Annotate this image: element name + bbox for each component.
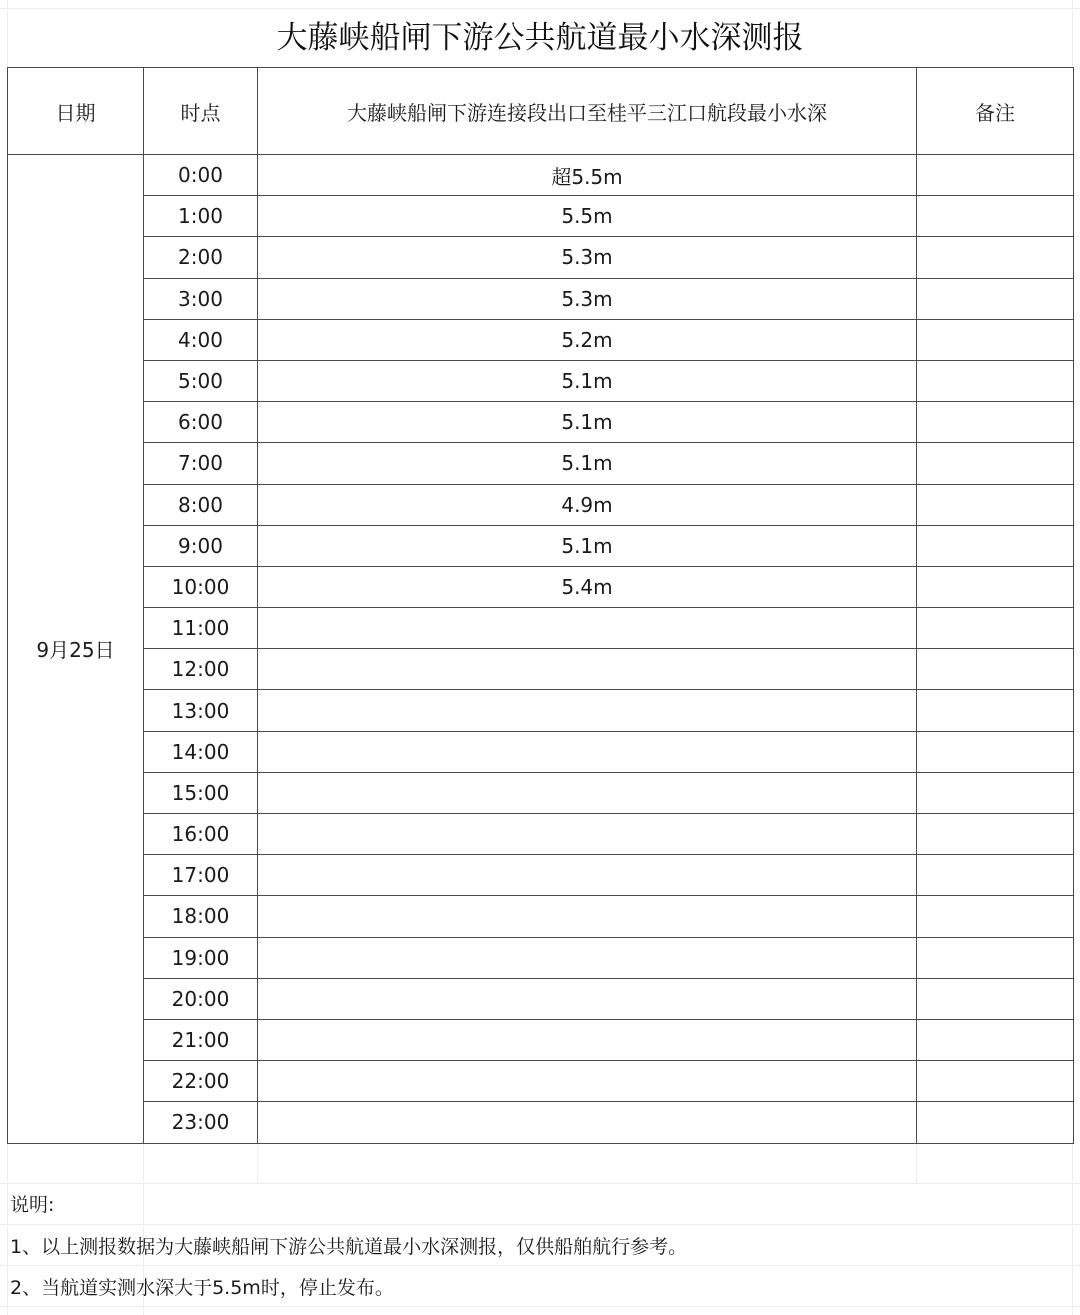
- note-cell: [917, 608, 1074, 649]
- header-note: 备注: [917, 68, 1074, 155]
- table-row: [8, 608, 1074, 649]
- time-cell: 1:00: [144, 196, 258, 237]
- table-row: [8, 896, 1074, 937]
- table-row: [8, 814, 1074, 855]
- time-cell: 20:00: [144, 978, 258, 1019]
- note-cell: [917, 978, 1074, 1019]
- depth-cell: [258, 978, 917, 1019]
- depth-cell: 5.4m: [258, 566, 917, 607]
- header-time: 时点: [144, 68, 258, 155]
- time-cell: 9:00: [144, 525, 258, 566]
- time-cell: 21:00: [144, 1019, 258, 1060]
- time-cell: 18:00: [144, 896, 258, 937]
- table-row: [8, 690, 1074, 731]
- notes-line-2: 2、当航道实测水深大于5.5m时，停止发布。: [10, 1277, 394, 1299]
- gridline: [0, 1306, 1080, 1307]
- notes-heading: 说明:: [10, 1194, 55, 1216]
- table-row: [8, 731, 1074, 772]
- gridline: [0, 1224, 1080, 1225]
- depth-cell: [258, 814, 917, 855]
- depth-cell: [258, 1061, 917, 1102]
- table-row: [8, 319, 1074, 360]
- gridline: [1072, 1142, 1073, 1315]
- depth-cell: 5.3m: [258, 237, 917, 278]
- time-cell: 15:00: [144, 772, 258, 813]
- table-row: [8, 855, 1074, 896]
- time-cell: 19:00: [144, 937, 258, 978]
- note-cell: [917, 1102, 1074, 1143]
- note-cell: [917, 649, 1074, 690]
- gridline: [257, 1142, 258, 1184]
- depth-cell: [258, 1102, 917, 1143]
- depth-cell: 5.1m: [258, 525, 917, 566]
- time-cell: 10:00: [144, 566, 258, 607]
- depth-cell: [258, 690, 917, 731]
- depth-cell: [258, 1019, 917, 1060]
- depth-cell: 超5.5m: [258, 155, 917, 196]
- table-row: [8, 155, 1074, 196]
- note-cell: [917, 360, 1074, 401]
- time-cell: 2:00: [144, 237, 258, 278]
- gridline: [916, 1142, 917, 1184]
- depth-cell: 5.3m: [258, 278, 917, 319]
- table-row: [8, 1102, 1074, 1143]
- time-cell: 22:00: [144, 1061, 258, 1102]
- table-row: [8, 772, 1074, 813]
- header-depth: 大藤峡船闸下游连接段出口至桂平三江口航段最小水深: [258, 68, 917, 155]
- table-row: [8, 360, 1074, 401]
- table-row: [8, 566, 1074, 607]
- time-cell: 17:00: [144, 855, 258, 896]
- note-cell: [917, 690, 1074, 731]
- note-cell: [917, 896, 1074, 937]
- note-cell: [917, 484, 1074, 525]
- header-date: 日期: [8, 68, 144, 155]
- note-cell: [917, 772, 1074, 813]
- depth-cell: 5.2m: [258, 319, 917, 360]
- gridline: [7, 1142, 8, 1315]
- note-cell: [917, 525, 1074, 566]
- table-row: [8, 237, 1074, 278]
- date-cell: 9月25日: [8, 155, 144, 1144]
- note-cell: [917, 855, 1074, 896]
- note-cell: [917, 319, 1074, 360]
- note-cell: [917, 402, 1074, 443]
- table-row: [8, 978, 1074, 1019]
- time-cell: 11:00: [144, 608, 258, 649]
- depth-report-table: [7, 67, 1074, 1144]
- gridline: [0, 1265, 1080, 1266]
- page-title: 大藤峡船闸下游公共航道最小水深测报: [276, 20, 804, 56]
- depth-cell: [258, 731, 917, 772]
- time-cell: 5:00: [144, 360, 258, 401]
- time-cell: 3:00: [144, 278, 258, 319]
- table-row: [8, 278, 1074, 319]
- time-cell: 12:00: [144, 649, 258, 690]
- note-cell: [917, 196, 1074, 237]
- depth-cell: [258, 855, 917, 896]
- time-cell: 8:00: [144, 484, 258, 525]
- note-cell: [917, 1061, 1074, 1102]
- notes-line-1: 1、以上测报数据为大藤峡船闸下游公共航道最小水深测报，仅供船舶航行参考。: [10, 1236, 688, 1258]
- note-cell: [917, 278, 1074, 319]
- time-cell: 0:00: [144, 155, 258, 196]
- time-cell: 23:00: [144, 1102, 258, 1143]
- note-cell: [917, 731, 1074, 772]
- depth-cell: [258, 608, 917, 649]
- depth-cell: 4.9m: [258, 484, 917, 525]
- note-cell: [917, 566, 1074, 607]
- note-cell: [917, 237, 1074, 278]
- table-row: [8, 196, 1074, 237]
- depth-cell: 5.5m: [258, 196, 917, 237]
- depth-cell: [258, 772, 917, 813]
- header-row: [8, 68, 1074, 155]
- depth-cell: [258, 896, 917, 937]
- table-row: [8, 1061, 1074, 1102]
- depth-cell: 5.1m: [258, 402, 917, 443]
- depth-cell: 5.1m: [258, 443, 917, 484]
- table-row: [8, 443, 1074, 484]
- note-cell: [917, 937, 1074, 978]
- time-cell: 14:00: [144, 731, 258, 772]
- note-cell: [917, 443, 1074, 484]
- depth-cell: 5.1m: [258, 360, 917, 401]
- time-cell: 16:00: [144, 814, 258, 855]
- time-cell: 6:00: [144, 402, 258, 443]
- table-row: [8, 937, 1074, 978]
- depth-cell: [258, 937, 917, 978]
- table-row: [8, 484, 1074, 525]
- time-cell: 4:00: [144, 319, 258, 360]
- depth-cell: [258, 649, 917, 690]
- note-cell: [917, 814, 1074, 855]
- gridline: [0, 1183, 1080, 1184]
- note-cell: [917, 155, 1074, 196]
- table-row: [8, 649, 1074, 690]
- time-cell: 13:00: [144, 690, 258, 731]
- table-row: [8, 1019, 1074, 1060]
- table-row: [8, 402, 1074, 443]
- time-cell: 7:00: [144, 443, 258, 484]
- note-cell: [917, 1019, 1074, 1060]
- table-row: [8, 525, 1074, 566]
